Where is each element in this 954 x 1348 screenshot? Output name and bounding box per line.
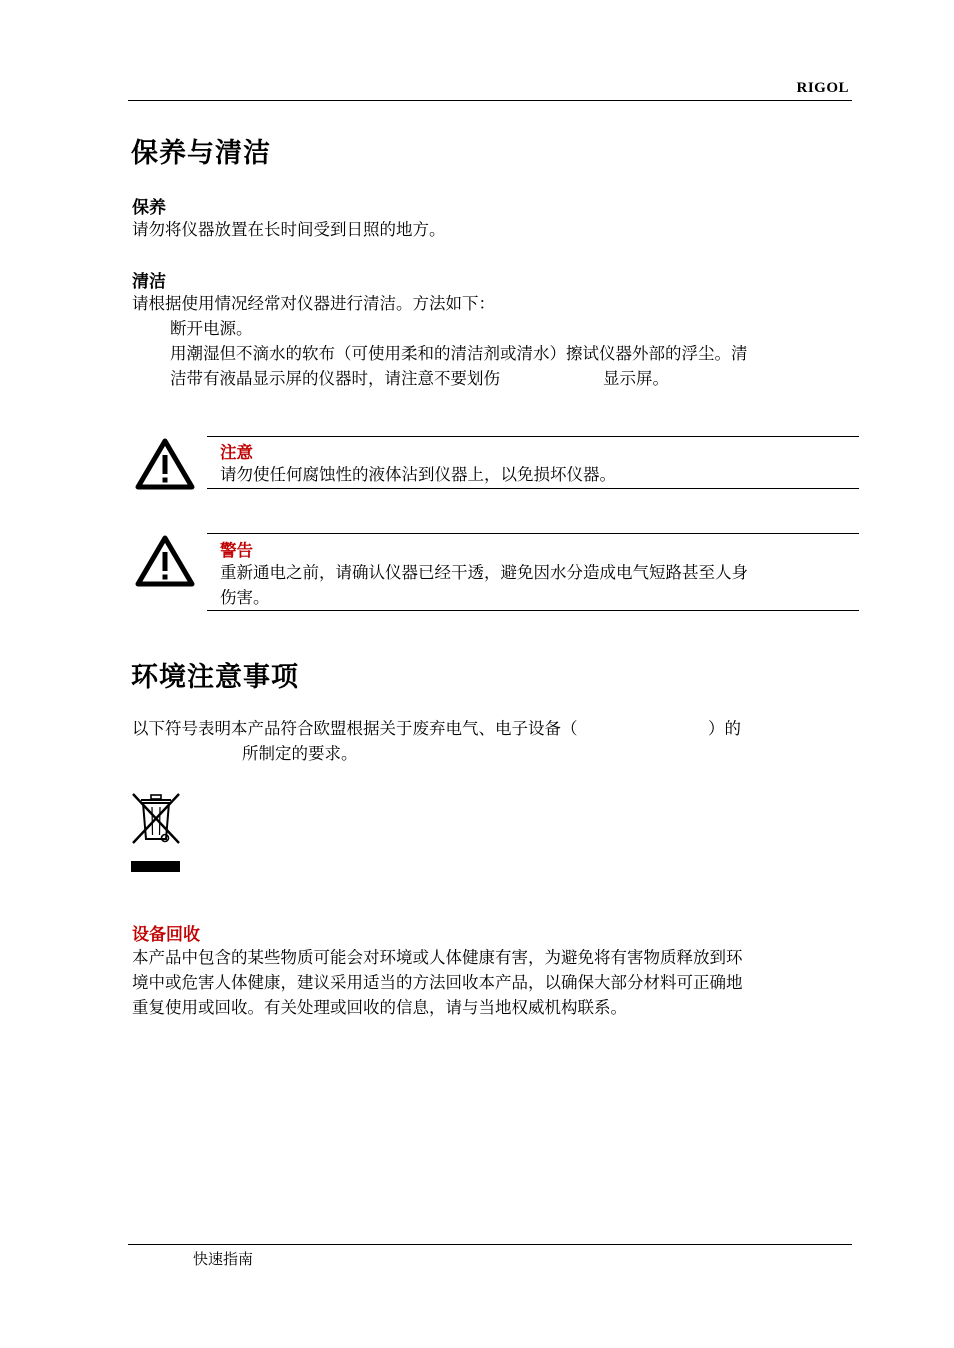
- environment-intro-line-1b: ）的: [708, 719, 741, 738]
- care-heading: 保养: [132, 198, 166, 218]
- clean-step-2-line-2a: 洁带有液晶显示屏的仪器时，请注意不要划伤: [170, 369, 500, 388]
- clean-step-2-line-1: 用潮湿但不滴水的软布（可使用柔和的清洁剂或清水）擦试仪器外部的浮尘。清: [170, 344, 748, 363]
- environment-intro-line-1a: 以下符号表明本产品符合欧盟根据关于废弃电气、电子设备（: [132, 719, 578, 738]
- warning-title: 警告: [220, 541, 253, 560]
- page-title-maintenance: 保养与清洁: [131, 138, 271, 169]
- care-text: 请勿将仪器放置在长时间受到日照的地方。: [132, 220, 446, 239]
- warning-triangle-icon: [135, 438, 195, 490]
- caution-text: 请勿使任何腐蚀性的液体沾到仪器上，以免损坏仪器。: [220, 465, 616, 484]
- environment-intro-line-2: 所制定的要求。: [242, 744, 358, 763]
- crossed-out-bin-icon: [130, 791, 182, 873]
- warning-bottom-rule: [207, 610, 859, 611]
- caution-bottom-rule: [207, 488, 859, 489]
- recycle-text-line-2: 境中或危害人体健康，建议采用适当的方法回收本产品，以确保大部分材料可正确地: [132, 973, 743, 992]
- caution-top-rule: [207, 436, 859, 437]
- warning-top-rule: [207, 533, 859, 534]
- footer-rule: [128, 1244, 852, 1245]
- brand-name: RIGOL: [796, 80, 849, 96]
- clean-step-2-line-2b: 显示屏。: [603, 369, 669, 388]
- warning-triangle-icon: [135, 535, 195, 587]
- clean-step-1: 断开电源。: [170, 319, 253, 338]
- clean-intro: 请根据使用情况经常对仪器进行清洁。方法如下：: [132, 294, 495, 313]
- caution-title: 注意: [220, 443, 253, 462]
- footer-label: 快速指南: [193, 1250, 254, 1268]
- recycle-text-line-3: 重复使用或回收。有关处理或回收的信息，请与当地权威机构联系。: [132, 998, 627, 1017]
- recycle-heading: 设备回收: [132, 925, 200, 945]
- page-title-environment: 环境注意事项: [131, 662, 299, 693]
- warning-text-line-2: 伤害。: [220, 588, 270, 607]
- clean-heading: 清洁: [132, 272, 166, 292]
- recycle-text-line-1: 本产品中包含的某些物质可能会对环境或人体健康有害，为避免将有害物质释放到环: [132, 948, 743, 967]
- header-rule: [128, 100, 852, 101]
- warning-text-line-1: 重新通电之前，请确认仪器已经干透，避免因水分造成电气短路甚至人身: [220, 563, 748, 582]
